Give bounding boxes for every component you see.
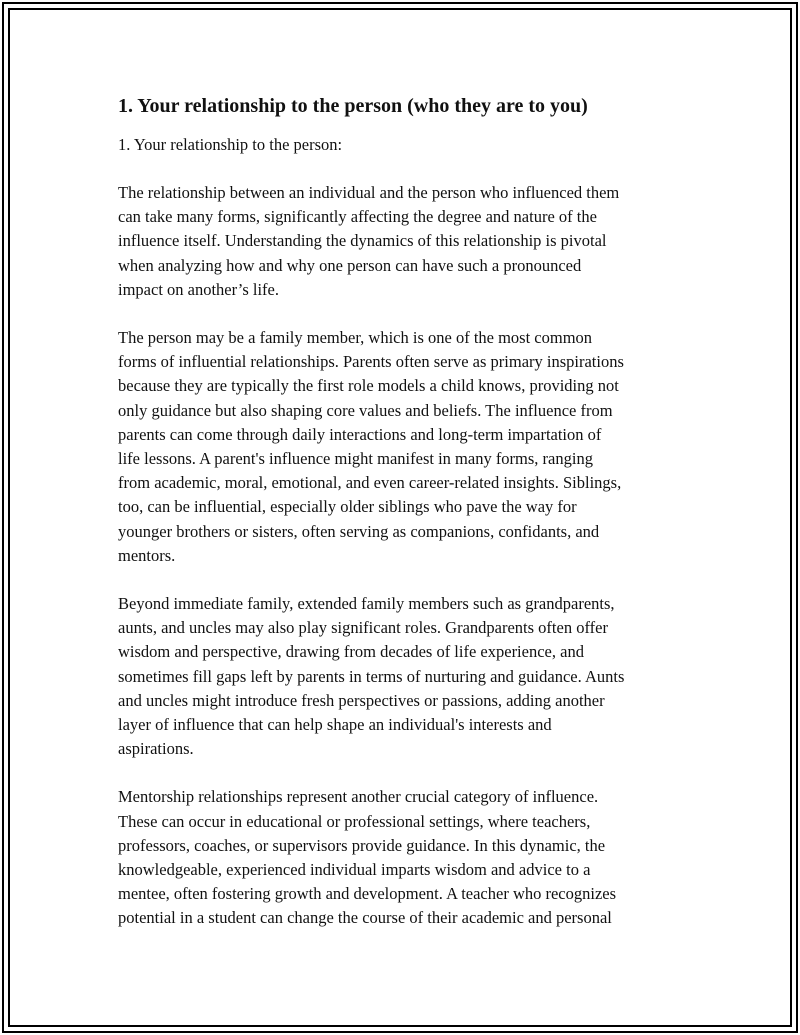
paragraph-3 <box>118 592 698 761</box>
section-subheading: 1. Your relationship to the person: <box>118 135 343 154</box>
paragraph-2 <box>118 326 698 568</box>
section-heading: 1. Your relationship to the person (who they are to you) <box>118 95 588 117</box>
paragraph-line: The relationship between an individual and the person who influenced them <box>118 183 620 202</box>
paragraph-line: These can occur in educational or professional settings, where teachers, <box>118 811 591 831</box>
paragraph-1 <box>118 181 698 302</box>
paragraph-line: because they are typically the first role models a child knows, providing not <box>118 376 619 396</box>
paragraph-line: Mentorship relationships represent another crucial category of influence. <box>118 787 599 807</box>
paragraph-line: can take many forms, significantly affecting the degree and nature of the <box>118 207 597 227</box>
paragraph-line: aspirations. <box>118 739 194 759</box>
paragraph-line: life lessons. A parent's influence might manifest in many forms, ranging <box>118 449 593 469</box>
paragraph-line: Beyond immediate family, extended family members such as grandparents, <box>118 594 615 614</box>
paragraph-line: impact on another’s life. <box>118 279 279 299</box>
paragraph-line: sometimes fill gaps left by parents in terms of nurturing and guidance. Aunts <box>118 666 625 686</box>
paragraph-line: knowledgeable, experienced individual imparts wisdom and advice to a <box>118 860 591 880</box>
paragraph-line: only guidance but also shaping core values and beliefs. The influence from <box>118 400 613 420</box>
paragraph-line: too, can be influential, especially older siblings who pave the way for <box>118 497 577 517</box>
paragraph-4 <box>118 785 698 930</box>
paragraph-line: potential in a student can change the course of their academic and personal <box>118 908 612 928</box>
paragraph-line: wisdom and perspective, drawing from decades of life experience, and <box>118 642 584 662</box>
paragraph-line: aunts, and uncles may also play significant roles. Grandparents often offer <box>118 618 608 638</box>
paragraph-line: parents can come through daily interactions and long-term impartation of <box>118 424 602 444</box>
paragraph-line: forms of influential relationships. Parents often serve as primary inspirations <box>118 352 624 372</box>
paragraph-line: layer of influence that can help shape an individual's interests and <box>118 715 552 735</box>
document-body <box>118 92 698 955</box>
paragraph-line: influence itself. Understanding the dynamics of this relationship is pivotal <box>118 231 607 251</box>
paragraph-line: when analyzing how and why one person can have such a pronounced <box>118 255 582 275</box>
paragraph-line: and uncles might introduce fresh perspectives or passions, adding another <box>118 690 605 710</box>
paragraph-line: mentee, often fostering growth and development. A teacher who recognizes <box>118 884 617 904</box>
paragraph-line: The person may be a family member, which is one of the most common <box>118 328 593 348</box>
paragraph-line: from academic, moral, emotional, and even career-related insights. Siblings, <box>118 473 622 493</box>
paragraph-line: mentors. <box>118 545 176 565</box>
paragraph-line: professors, coaches, or supervisors provide guidance. In this dynamic, the <box>118 835 606 855</box>
paragraph-line: younger brothers or sisters, often serving as companions, confidants, and <box>118 521 600 541</box>
